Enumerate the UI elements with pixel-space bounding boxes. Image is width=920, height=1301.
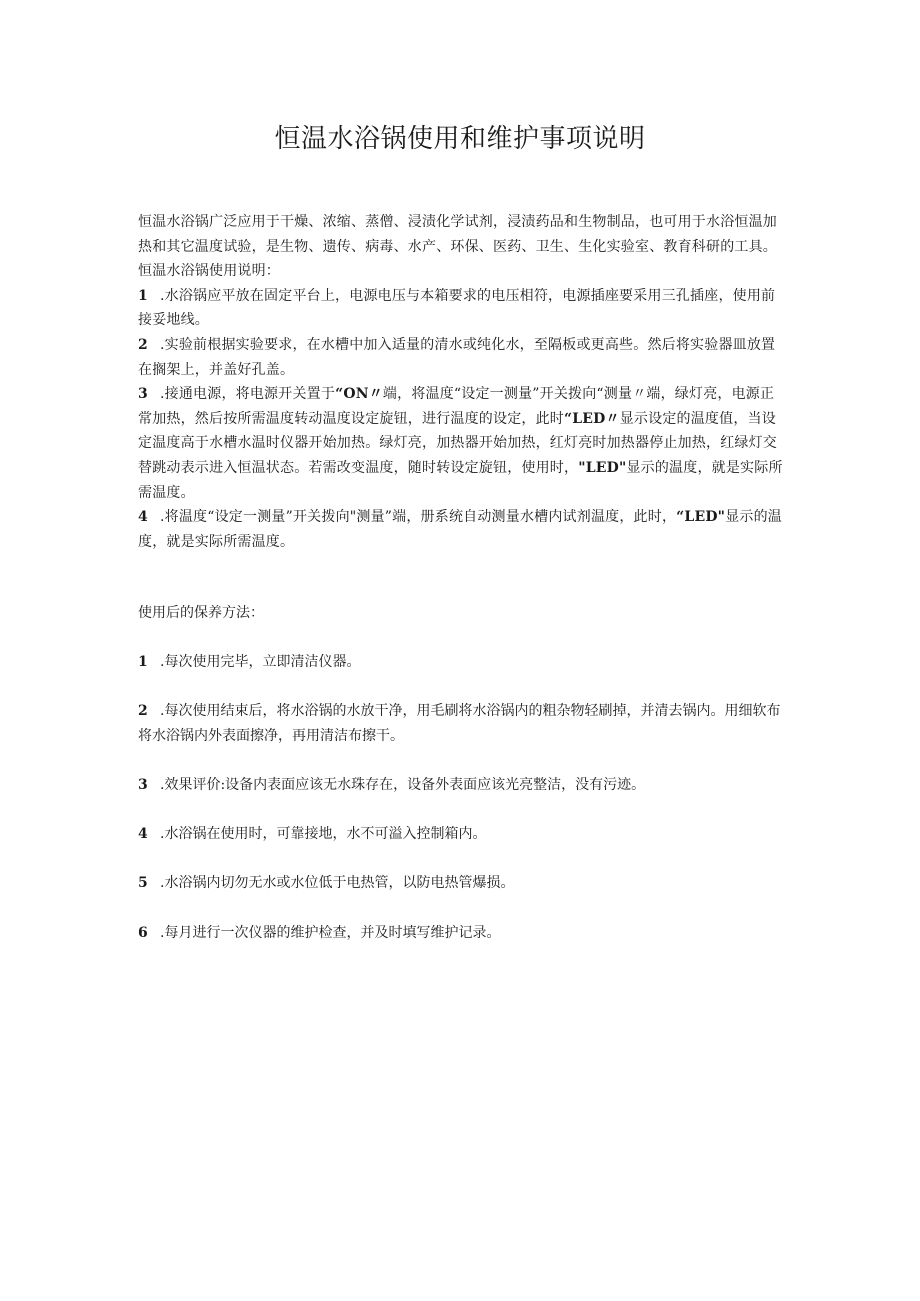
usage-heading: 恒温水浴锅使用说明： [138, 263, 280, 280]
usage-step [138, 382, 786, 505]
step-text: .水浴锅在使用时，可靠接地，水不可溢入控制箱内。 [160, 826, 487, 843]
step-number: 2 [138, 336, 148, 353]
usage-step [138, 505, 786, 554]
step-text: .每次使用完毕，立即清洁仪器。 [160, 654, 361, 670]
maintenance-step [138, 650, 786, 675]
step-text: .水浴锅内切勿无水或水位低于电热管，以防电热管爆损。 [160, 875, 515, 892]
maintenance-heading: 使用后的保养方法： [138, 605, 264, 621]
document-title: 恒温水浴锅使用和维护事项说明 [274, 124, 646, 154]
keyword-led: “LED〃 [564, 410, 620, 427]
step-text: 显示的温度，就是实际所需温度。 [138, 509, 782, 550]
step-text: .将温度“设定一测量”开关拨向"测量”端，册系统自动测量水槽内试剂温度，此时， [160, 509, 677, 526]
step-number: 6 [138, 924, 148, 941]
maintenance-step [138, 773, 786, 798]
keyword-led: “LED" [676, 509, 726, 526]
maintenance-list [138, 650, 786, 970]
step-text: 显示的温度，就是实际所需温度。 [138, 459, 783, 501]
step-number: 3 [138, 386, 148, 403]
step-number: 5 [138, 875, 148, 892]
step-text: .效果评价:设备内表面应该无水珠存在，设备外表面应该光亮整洁，没有污迹。 [160, 776, 646, 793]
step-text: .实验前根据实验要求，在水槽中加入适量的清水或纯化水，至隔板或更高些。然后将实验器皿放置在搁架上，并盖好孔盖。 [138, 336, 776, 378]
maintenance-step [138, 921, 786, 946]
keyword-on: “ON〃 [335, 386, 383, 403]
intro-paragraph: 恒温水浴锅广泛应用于干燥、浓缩、蒸僧、浸渍化学试剂，浸渍药品和生物制品，也可用于水浴恒温加热和其它温度试验，是生物、遗传、病毒、水产、环保、医药、卫生、生化实验室、教育科研的工具。 [138, 214, 777, 255]
step-text: .水浴锅应平放在固定平台上，电源电压与本箱要求的电压相符，电源插座要采用三孔插座，使用前接妥地线。 [138, 287, 776, 329]
step-number: 3 [138, 776, 148, 793]
step-text: .每次使用结束后，将水浴锅的水放干净，用毛刷将水浴锅内的粗杂物轻刷掉，并清去锅内。用细软布将水浴锅内外表面擦净，再用清洁布擦干。 [138, 703, 781, 744]
step-text: 端，将温度“设定一测量”开关拨向“测量〃端，绿灯亮，电源正常加热，然后按所需温度转动温度设定旋钮，进行温度的设定，此时 [138, 386, 775, 427]
step-number: 1 [138, 287, 148, 304]
keyword-led: "LED" [578, 459, 627, 476]
usage-section [138, 210, 786, 554]
maintenance-step [138, 822, 786, 847]
step-text: 显示设定的温度值，当设定温度高于水槽水温时仪器开始加热。绿灯亮，加热器开始加热，红灯亮时加热器停止加热，红绿灯交替跳动表示进入恒温状态。若需改变温度，随时转设定旋钮，使用时， [138, 410, 777, 476]
step-number: 1 [138, 654, 148, 670]
usage-step [138, 284, 786, 333]
usage-step [138, 333, 786, 382]
step-number: 4 [138, 509, 148, 526]
step-number: 2 [138, 703, 148, 720]
step-number: 4 [138, 826, 148, 843]
step-text: .每月进行一次仪器的维护检查，并及时填写维护记录。 [160, 924, 501, 941]
maintenance-step [138, 699, 786, 748]
step-text: .接通电源，将电源开关置于 [160, 386, 336, 403]
maintenance-step [138, 871, 786, 896]
